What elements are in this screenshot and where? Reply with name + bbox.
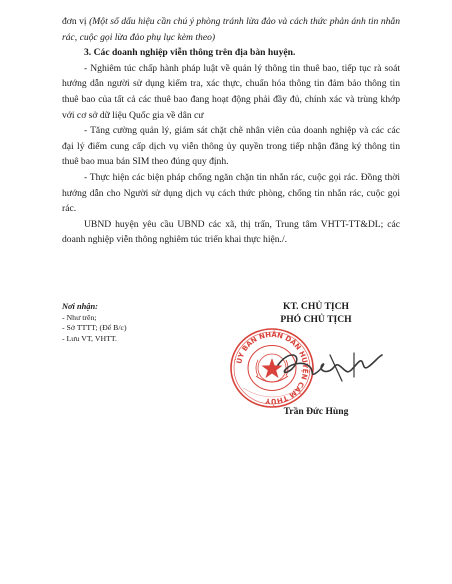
lead-line-plain: đơn vị [62,16,87,27]
recipient-item: - Lưu VT, VHTT. [62,333,117,343]
section-heading: 3. Các doanh nghiệp viễn thông trên địa bàn huyện. [84,47,296,59]
handwritten-signature-icon [270,345,400,395]
recipient-item: - Như trên; [62,313,97,323]
lead-line-italic: (Một số dấu hiệu cần chú ý phòng tránh lừa đảo và cách thức phản ánh tin nhắn rác, cuộc gọi lừa đảo phụ lục kèm theo) [62,16,401,43]
paragraph-subscriber-info: - Nghiêm túc chấp hành pháp luật về quản lý thông tin thuê bao, tiếp tục rà soát hướng dẫn người sử dụng kiểm tra, xác thực, chuẩn hóa thông tin đảm bảo thông tin thuê bao của tất cả các thuê bao đang hoạt động phải đầy đủ, chính xác và trùng khớp với cơ sở dữ liệu Quốc gia về dân cư [62,62,400,121]
seal-ring-text: ỦY BAN NHÂN DÂN HUYỆN CẨM THỦY [235,330,310,406]
signer-titles [236,300,396,326]
paragraph-request: UBND huyện yêu cầu UBND các xã, thị trấn, Trung tâm VHTT-TT&DL; các doanh nghiệp viễn thông nghiêm túc triển khai thực hiện./. [62,218,400,246]
recipients-title: Nơi nhận: [62,302,98,311]
document-body [62,14,400,248]
paragraph-spam-prevention: - Thực hiện các biện pháp chống ngăn chặn tin nhắn rác, cuộc gọi rác. Đồng thời hướng dẫn cho Người sử dụng dịch vụ cách thức phòng, chống tin nhắn rác, cuộc gọi rác. [62,171,400,215]
signer-name: Trần Đức Hùng [283,406,349,417]
lead-line [62,14,400,45]
recipient-item: - Sở TTTT; (Để B/c) [62,323,127,333]
signer-title-line1: KT. CHỦ TỊCH [282,301,349,312]
paragraph-staff-management: - Tăng cường quản lý, giám sát chặt chẽ nhân viên của doanh nghiệp và các các đại lý điểm cung cấp dịch vụ viễn thông ủy quyền trong tiếp nhận đăng ký thông tin thuê bao mua bán SIM theo đúng quy định. [62,125,400,168]
signer-title-line2: PHÓ CHỦ TỊCH [280,314,352,325]
recipients-block [62,302,222,344]
